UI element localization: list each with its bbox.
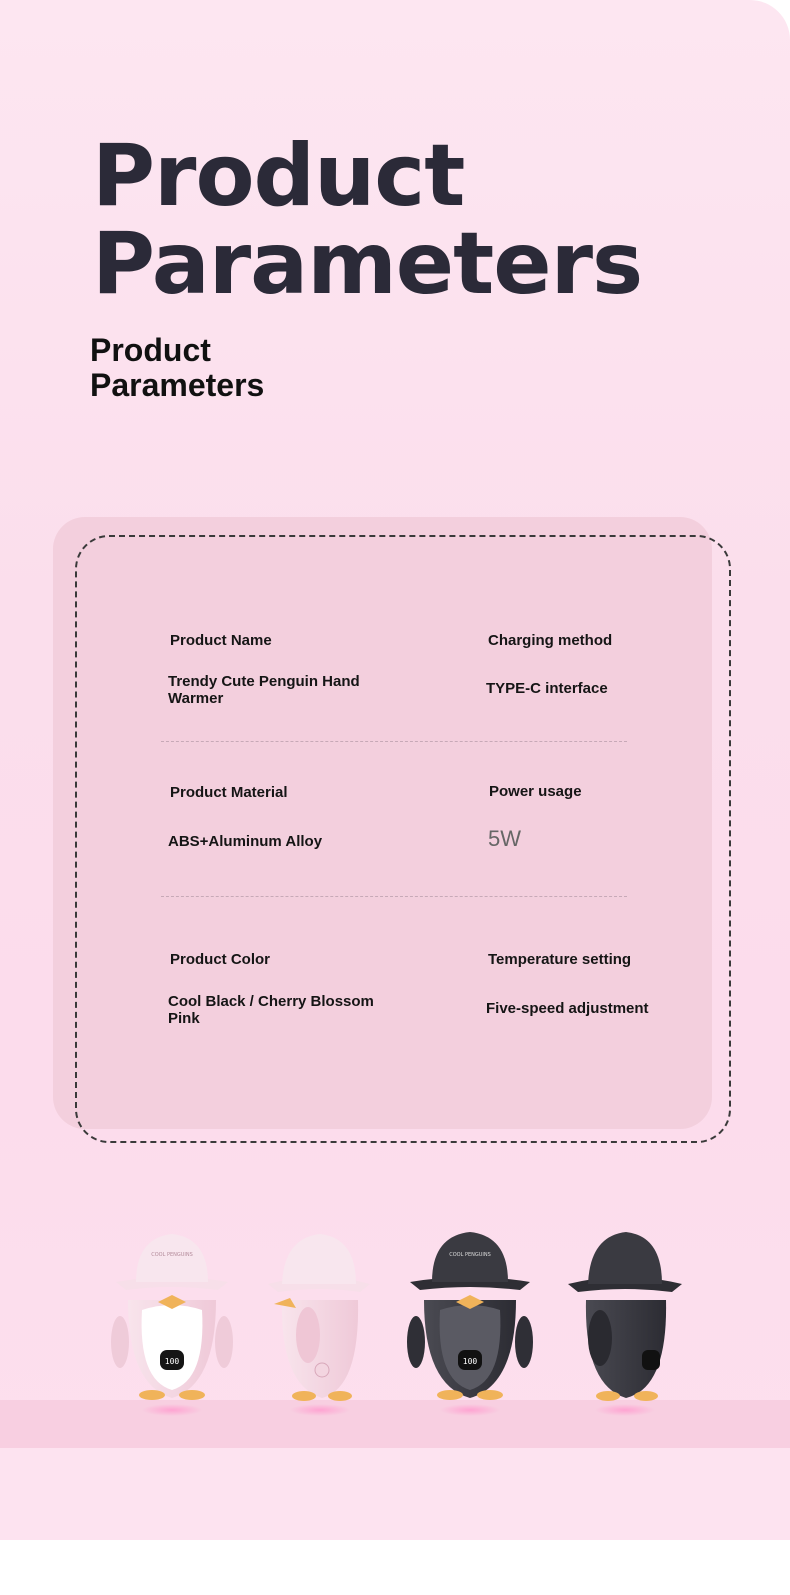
product-color-label: Product Color <box>170 951 270 968</box>
page-title-line1: Product <box>92 126 465 226</box>
product-photo <box>0 1230 790 1440</box>
svg-text:100: 100 <box>462 1357 478 1366</box>
page-subtitle <box>90 333 264 403</box>
svg-text:COOL PENGUINS: COOL PENGUINS <box>449 1252 491 1258</box>
temperature-display-icon: 100 <box>164 1357 180 1366</box>
charging-method-label: Charging method <box>488 632 613 649</box>
svg-text:COOL PENGUINS: COOL PENGUINS <box>151 1252 193 1258</box>
display-shelf-front <box>0 1448 790 1540</box>
temperature-setting-value: Five-speed adjustment <box>486 1000 649 1017</box>
page-title-line2: Parameters <box>92 214 643 314</box>
product-name-value: Trendy Cute Penguin Hand Warmer <box>168 673 360 707</box>
product-material-label: Product Material <box>170 784 288 801</box>
page-subtitle-line2: Parameters <box>90 367 265 403</box>
charging-method-value: TYPE-C interface <box>486 680 608 697</box>
temperature-setting-label: Temperature setting <box>488 951 632 968</box>
product-name-label: Product Name <box>170 632 272 649</box>
row-divider <box>161 741 627 742</box>
penguin-black-side <box>568 1232 682 1416</box>
row-divider <box>161 896 627 897</box>
product-material-value: ABS+Aluminum Alloy <box>168 833 323 850</box>
penguin-black-front <box>407 1232 533 1416</box>
product-color-value: Cool Black / Cherry Blossom Pink <box>168 993 374 1027</box>
penguin-pink-front <box>111 1234 233 1416</box>
page-title <box>92 126 643 314</box>
power-usage-value: 5W <box>488 826 521 851</box>
page-subtitle-line1: Product <box>90 332 211 368</box>
power-usage-label: Power usage <box>489 783 582 800</box>
penguin-pink-side <box>268 1234 370 1416</box>
